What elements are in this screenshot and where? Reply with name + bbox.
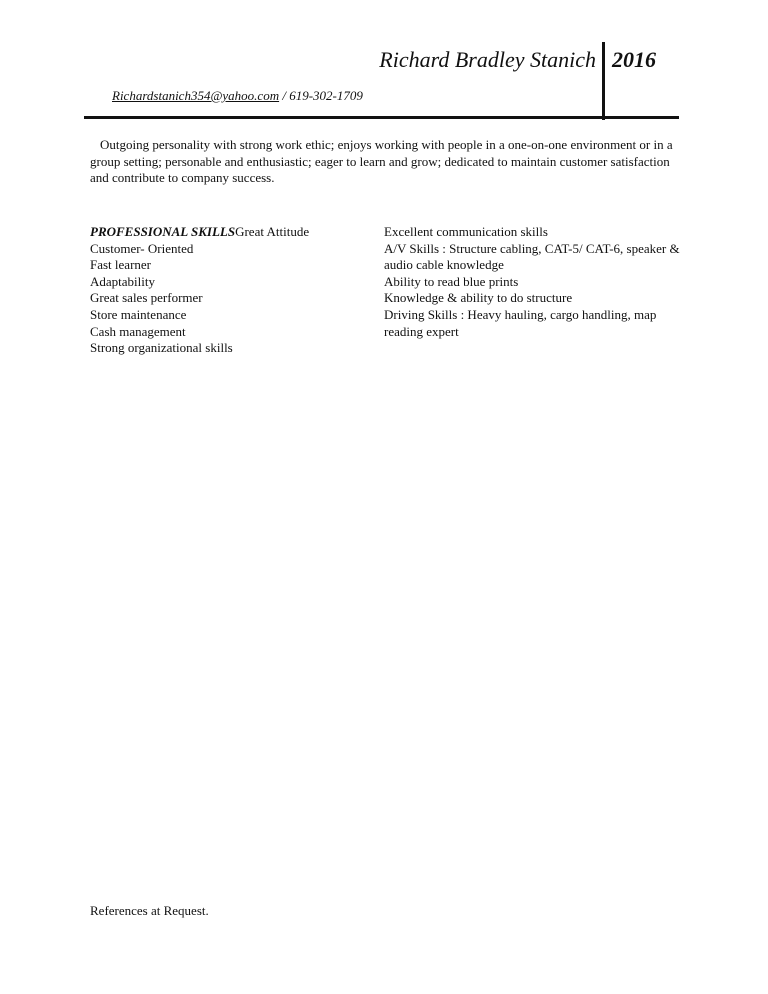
summary-paragraph: Outgoing personality with strong work ethic; enjoys working with people in a one-on-one environment or in a group setting; personable and enthusiastic; eager to learn and grow; dedicated to maintain customer satisfaction and contribute to company success. (90, 137, 673, 185)
skill-item: Driving Skills : Heavy hauling, cargo handling, map reading expert (384, 306, 657, 339)
references-note: References at Request. (90, 903, 209, 918)
phone-number: 619-302-1709 (289, 88, 363, 103)
skill-item: Strong organizational skills (90, 340, 233, 356)
skills-right-column (384, 224, 684, 340)
skill-item: Adaptability (90, 273, 155, 289)
skill-item: Excellent communication skills (384, 224, 548, 239)
skill-item: Ability to read blue prints (384, 273, 519, 289)
skill-item (90, 224, 350, 241)
skill-item-text: Great Attitude (235, 224, 310, 239)
skill-item: Customer- Oriented (90, 240, 194, 256)
skill-item: A/V Skills : Structure cabling, CAT-5/ CAT-6, speaker & audio cable knowledge (384, 240, 680, 273)
header-vertical-divider (602, 42, 605, 120)
contact-line (112, 88, 363, 104)
resume-year: 2016 (612, 47, 656, 72)
skill-item: Cash management (90, 323, 186, 339)
skill-item: Great sales performer (90, 290, 203, 306)
skills-heading: PROFESSIONAL SKILLS (90, 224, 236, 239)
skill-item: Knowledge & ability to do structure (384, 290, 573, 306)
contact-separator: / (279, 88, 290, 103)
email-link[interactable]: Richardstanich354@yahoo.com (112, 88, 280, 103)
skill-item: Fast learner (90, 257, 152, 273)
skill-item: Store maintenance (90, 306, 187, 322)
header-horizontal-divider (84, 116, 679, 119)
candidate-name: Richard Bradley Stanich (379, 47, 596, 72)
skills-left-column (90, 224, 350, 357)
